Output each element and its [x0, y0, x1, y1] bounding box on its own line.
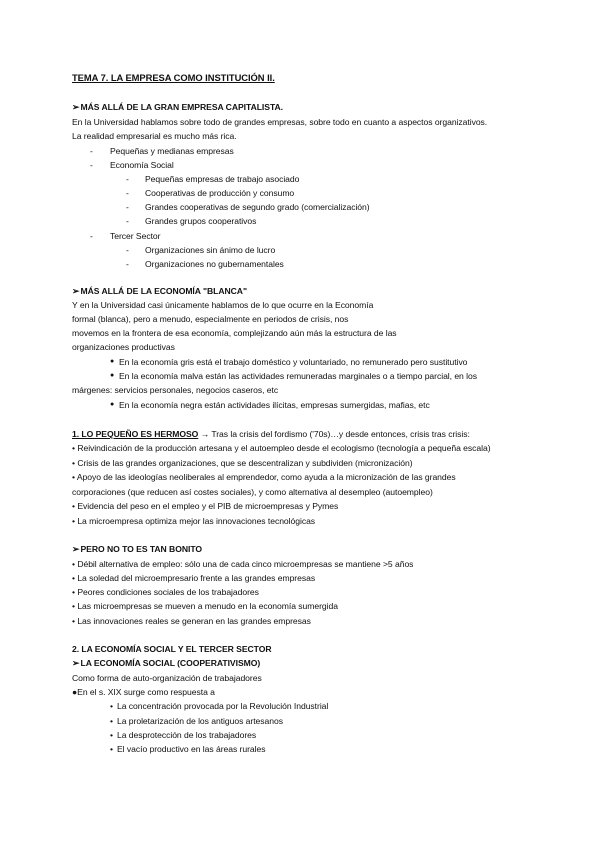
bullet-text: La proletarización de los antiguos artesanos — [117, 716, 283, 726]
bullet-icon: • — [72, 516, 75, 526]
bullet-text: La desprotección de los trabajadores — [117, 730, 257, 740]
bullet-item — [72, 457, 413, 469]
section-heading-small-is-beautiful — [72, 428, 470, 440]
bullet-text: Las microempresas se mueven a menudo en la economía sumergida — [77, 601, 338, 611]
list-item-label: Tercer Sector — [110, 231, 161, 241]
bullet-icon: ● — [110, 358, 115, 365]
section-heading-not-so-nice — [72, 543, 202, 555]
sub-list-item-label: Grandes cooperativas de segundo grado (comercialización) — [145, 202, 370, 212]
arrow-icon: ➢ — [72, 102, 80, 112]
bullet-text: Crisis de las grandes organizaciones, que se descentralizan y subdividen (micronización) — [77, 458, 413, 468]
bullet-icon: • — [72, 559, 75, 569]
bullet-text: En la economía malva están las actividades remuneradas marginales o a tiempo parcial, en los — [119, 371, 477, 381]
heading-text: MÁS ALLÁ DE LA ECONOMÍA "BLANCA" — [80, 286, 247, 296]
heading-text: MÁS ALLÁ DE LA GRAN EMPRESA CAPITALISTA. — [80, 102, 283, 112]
dash-bullet: - — [126, 259, 129, 269]
bullet-continuation: márgenes: servicios personales, negocios caseros, etc — [72, 385, 279, 395]
heading-rest-text: → Tras la crisis del fordismo ('70s)…y desde entonces, crisis tras crisis: — [198, 429, 470, 439]
bullet-icon: ● — [110, 372, 115, 379]
bullet-text: Reivindicación de la producción artesana y el autoempleo desde el ecologismo (tecnología a pequeña escala) — [77, 443, 491, 453]
dash-bullet: - — [126, 202, 129, 212]
bullet-text: Evidencia del peso en el empleo y el PIB de microempresas y Pymes — [77, 501, 339, 511]
paragraph-line: formal (blanca), pero a menudo, especialmente en periodos de crisis, nos — [72, 314, 349, 324]
bullet-text: En la economía negra están actividades ilícitas, empresas sumergidas, mafias, etc — [119, 400, 430, 410]
bullet-icon: • — [72, 601, 75, 611]
section-heading-white-economy — [72, 285, 247, 297]
document-title: TEMA 7. LA EMPRESA COMO INSTITUCIÓN II. — [72, 72, 275, 83]
bullet-item — [72, 558, 413, 570]
section-heading-big-company — [72, 101, 283, 113]
bullet-text: El vacío productivo en las áreas rurales — [117, 744, 266, 754]
bullet-text: Peores condiciones sociales de los trabajadores — [77, 587, 259, 597]
bullet-text: En la economía gris está el trabajo doméstico y voluntariado, no remunerado pero sustitutivo — [119, 357, 468, 367]
section-heading-social-economy: 2. LA ECONOMÍA SOCIAL Y EL TERCER SECTOR — [72, 644, 272, 654]
bullet-text: La microempresa optimiza mejor las innovaciones tecnológicas — [77, 516, 316, 526]
arrow-icon: ➢ — [72, 286, 80, 296]
bullet-continuation: corporaciones (que reducen así costes sociales), y como alternativa al desempleo (autoempleo) — [72, 487, 433, 497]
paragraph-line: movemos en la frontera de esa economía, complejizando aún más la estructura de las — [72, 328, 397, 338]
bullet-item — [72, 471, 456, 483]
paragraph-line: organizaciones productivas — [72, 342, 175, 352]
list-item-label: Pequeñas y medianas empresas — [110, 146, 234, 156]
sub-list-item-label: Grandes grupos cooperativos — [145, 216, 257, 226]
paragraph: ●En el s. XIX surge como respuesta a — [72, 687, 215, 697]
paragraph: La realidad empresarial es mucho más rica. — [72, 131, 237, 141]
bullet-item — [72, 515, 315, 527]
dash-bullet: - — [90, 146, 93, 156]
subsection-heading-cooperativism — [72, 657, 260, 669]
bullet-icon: • — [72, 472, 75, 482]
bullet-icon: • — [110, 744, 113, 754]
bullet-item — [72, 615, 311, 627]
bullet-item — [72, 442, 491, 454]
heading-text: LA ECONOMÍA SOCIAL (COOPERATIVISMO) — [80, 658, 261, 668]
arrow-icon: ➢ — [72, 658, 80, 668]
bullet-text: La concentración provocada por la Revolución Industrial — [117, 701, 329, 711]
bullet-text: Débil alternativa de empleo: sólo una de cada cinco microempresas se mantiene >5 años — [77, 559, 414, 569]
bullet-item — [72, 500, 338, 512]
sub-list-item-label: Cooperativas de producción y consumo — [145, 188, 295, 198]
dash-bullet: - — [90, 160, 93, 170]
bullet-icon: • — [72, 443, 75, 453]
bullet-text: Las innovaciones reales se generan en las grandes empresas — [77, 616, 311, 626]
bullet-item — [72, 586, 259, 598]
paragraph-line: Y en la Universidad casi únicamente hablamos de lo que ocurre en la Economía — [72, 300, 374, 310]
bullet-icon: • — [72, 587, 75, 597]
paragraph: Como forma de auto-organización de trabajadores — [72, 673, 262, 683]
bullet-item — [72, 600, 338, 612]
sub-list-item-label: Organizaciones no gubernamentales — [145, 259, 284, 269]
paragraph: En la Universidad hablamos sobre todo de grandes empresas, sobre todo en cuanto a aspectos organizativos. — [72, 117, 488, 127]
bullet-text: La soledad del microempresario frente a las grandes empresas — [77, 573, 316, 583]
list-item-label: Economía Social — [110, 160, 174, 170]
dash-bullet: - — [90, 231, 93, 241]
dash-bullet: - — [126, 245, 129, 255]
sub-list-item-label: Pequeñas empresas de trabajo asociado — [145, 174, 300, 184]
dash-bullet: - — [126, 174, 129, 184]
bullet-icon: • — [110, 716, 113, 726]
arrow-icon: ➢ — [72, 544, 80, 554]
bullet-text: Apoyo de las ideologías neoliberales al emprendedor, como ayuda a la micronización de las grandes — [76, 472, 456, 482]
bullet-icon: • — [110, 730, 113, 740]
bullet-icon: • — [72, 458, 75, 468]
bullet-icon: ● — [110, 401, 115, 408]
bullet-item — [72, 572, 315, 584]
heading-text: 1. LO PEQUEÑO ES HERMOSO — [72, 429, 199, 439]
dash-bullet: - — [126, 188, 129, 198]
bullet-icon: • — [110, 701, 113, 711]
bullet-icon: • — [72, 573, 75, 583]
sub-list-item-label: Organizaciones sin ánimo de lucro — [145, 245, 276, 255]
dash-bullet: - — [126, 216, 129, 226]
bullet-icon: • — [72, 501, 75, 511]
heading-text: PERO NO TO ES TAN BONITO — [80, 544, 203, 554]
bullet-icon: • — [72, 616, 75, 626]
